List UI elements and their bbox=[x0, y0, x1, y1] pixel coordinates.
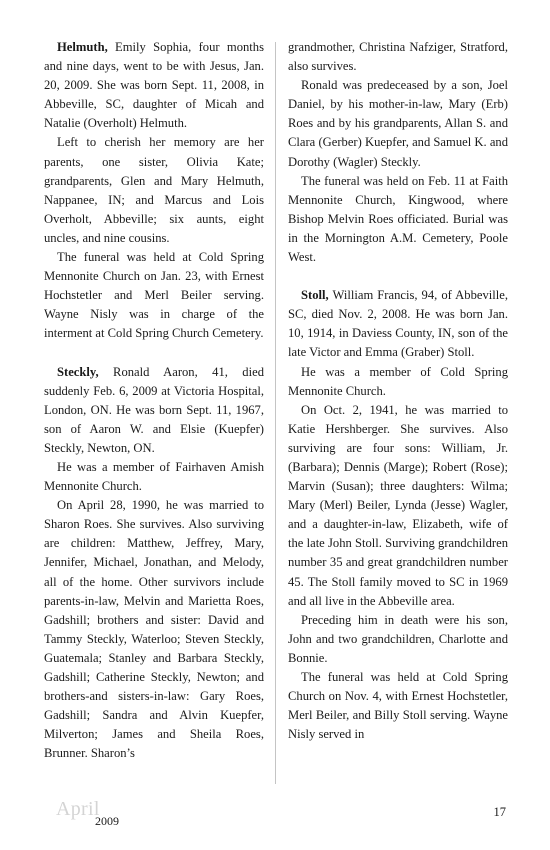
obituary-paragraph: Preceding him in death were his son, John and two grandchildren, Charlotte and Bonnie. bbox=[288, 612, 508, 665]
obituary-name-stoll: Stoll, bbox=[301, 288, 329, 303]
obituary-text: William Francis, 94, of Abbeville, SC, died Nov. 2, 2008. He was born Jan. 10, 1914, in Daviess County, IN, son of the late Victor and Emma (Graber) Stoll. bbox=[288, 288, 508, 360]
column-divider bbox=[275, 42, 276, 784]
obituary-paragraph: The funeral was held at Cold Spring Mennonite Church on Jan. 23, with Ernest Hochstetler and Merl Beiler serving. Wayne Nisly was in charge of the interment at Cold Spring Church Cemetery. bbox=[44, 250, 264, 341]
obituary-paragraph: Ronald was predeceased by a son, Joel Daniel, by his mother-in-law, Mary (Erb) Roes and by his grandparents, Allan S. and Clara (Gerber) Kuepfer, and Samuel K. and Dorothy (Wagler) Steckly. bbox=[288, 78, 508, 169]
right-column bbox=[288, 38, 508, 744]
obituary-paragraph-continued: grandmother, Christina Nafziger, Stratford, also survives. bbox=[288, 40, 508, 74]
footer-year: 2009 bbox=[95, 814, 119, 828]
obituary-paragraph: Left to cherish her memory are her parents, one sister, Olivia Kate; grandparents, Glen and Mary Helmuth, Nappanee, IN; and Marcus and Lois Overholt, Abbeville; six aunts, eight uncles, and nine cousins. bbox=[44, 135, 264, 245]
obituary-paragraph: The funeral was held on Feb. 11 at Faith Mennonite Church, Kingwood, where Bishop Melvin Roes officiated. Burial was in the Mornington A.M. Cemetery, Poole West. bbox=[288, 173, 508, 265]
obituary-paragraph: He was a member of Fairhaven Amish Mennonite Church. bbox=[44, 459, 264, 494]
page-number: 17 bbox=[493, 805, 506, 819]
obituary-paragraph: He was a member of Cold Spring Mennonite Church. bbox=[288, 364, 508, 398]
obituary-paragraph: On Oct. 2, 1941, he was married to Katie Hershberger. She survives. Also surviving are four sons: William, Jr. (Barbara); Dennis (Marge); Robert (Rose); Marvin (Susan); three daughters: Wilma; Mary (Merl) Beiler, Lynda (Jesse) Wagler, and a daughter-in-law, Elizabeth, wife of the late John Stoll. Surviving grandchildren number 35 and great grandchildren number 45. The Stoll family moved to SC in 1969 and all live in the Abbeville area. bbox=[288, 402, 508, 608]
obituary-stoll-intro bbox=[288, 286, 508, 362]
obituary-paragraph: On April 28, 1990, he was married to Sharon Roes. She survives. Also surviving are children: Matthew, Jeffrey, Mary, Jennifer, Michael, Jonathan, and Melody, all of the home. Other survivors include parents-in-law, Melvin and Marietta Roes, Gadshill; brothers and sister: David and Tammy Steckly, Waterloo; Steven Steckly, Guatemala; Stanley and Barbara Steckly, Gadshill; Catherine Steckly, Newton; and brothers-and sisters-in-law: Gary Roes, Gadshill; Sandra and Alvin Kuepfer, Milverton; James and Sheila Roes, Brunner. Sharon’s bbox=[44, 498, 264, 761]
entry-spacer bbox=[44, 344, 264, 363]
obituary-helmuth-intro bbox=[44, 38, 264, 133]
footer-month: April bbox=[56, 798, 100, 820]
obituary-text: Ronald Aaron, 41, died suddenly Feb. 6, 2009 at Victoria Hospital, London, ON. He was born Sept. 11, 1967, son of Aaron W. and Elsie (Kuepfer) Steckly, Newton, ON. bbox=[44, 364, 264, 455]
left-column bbox=[44, 38, 264, 763]
obituary-name-steckly: Steckly, bbox=[57, 364, 99, 379]
obituary-steckly-intro bbox=[44, 363, 264, 458]
obituary-text: Emily Sophia, four months and nine days, went to be with Jesus, Jan. 20, 2009. She was born Sept. 11, 2008, in Abbeville, SC, daughter of Micah and Natalie (Overholt) Helmuth. bbox=[44, 40, 264, 131]
entry-spacer bbox=[288, 267, 508, 286]
obituary-name-helmuth: Helmuth, bbox=[57, 40, 108, 54]
obituary-paragraph: The funeral was held at Cold Spring Church on Nov. 4, with Ernest Hochstetler, Merl Beiler, and Billy Stoll serving. Wayne Nisly served in bbox=[288, 670, 508, 742]
